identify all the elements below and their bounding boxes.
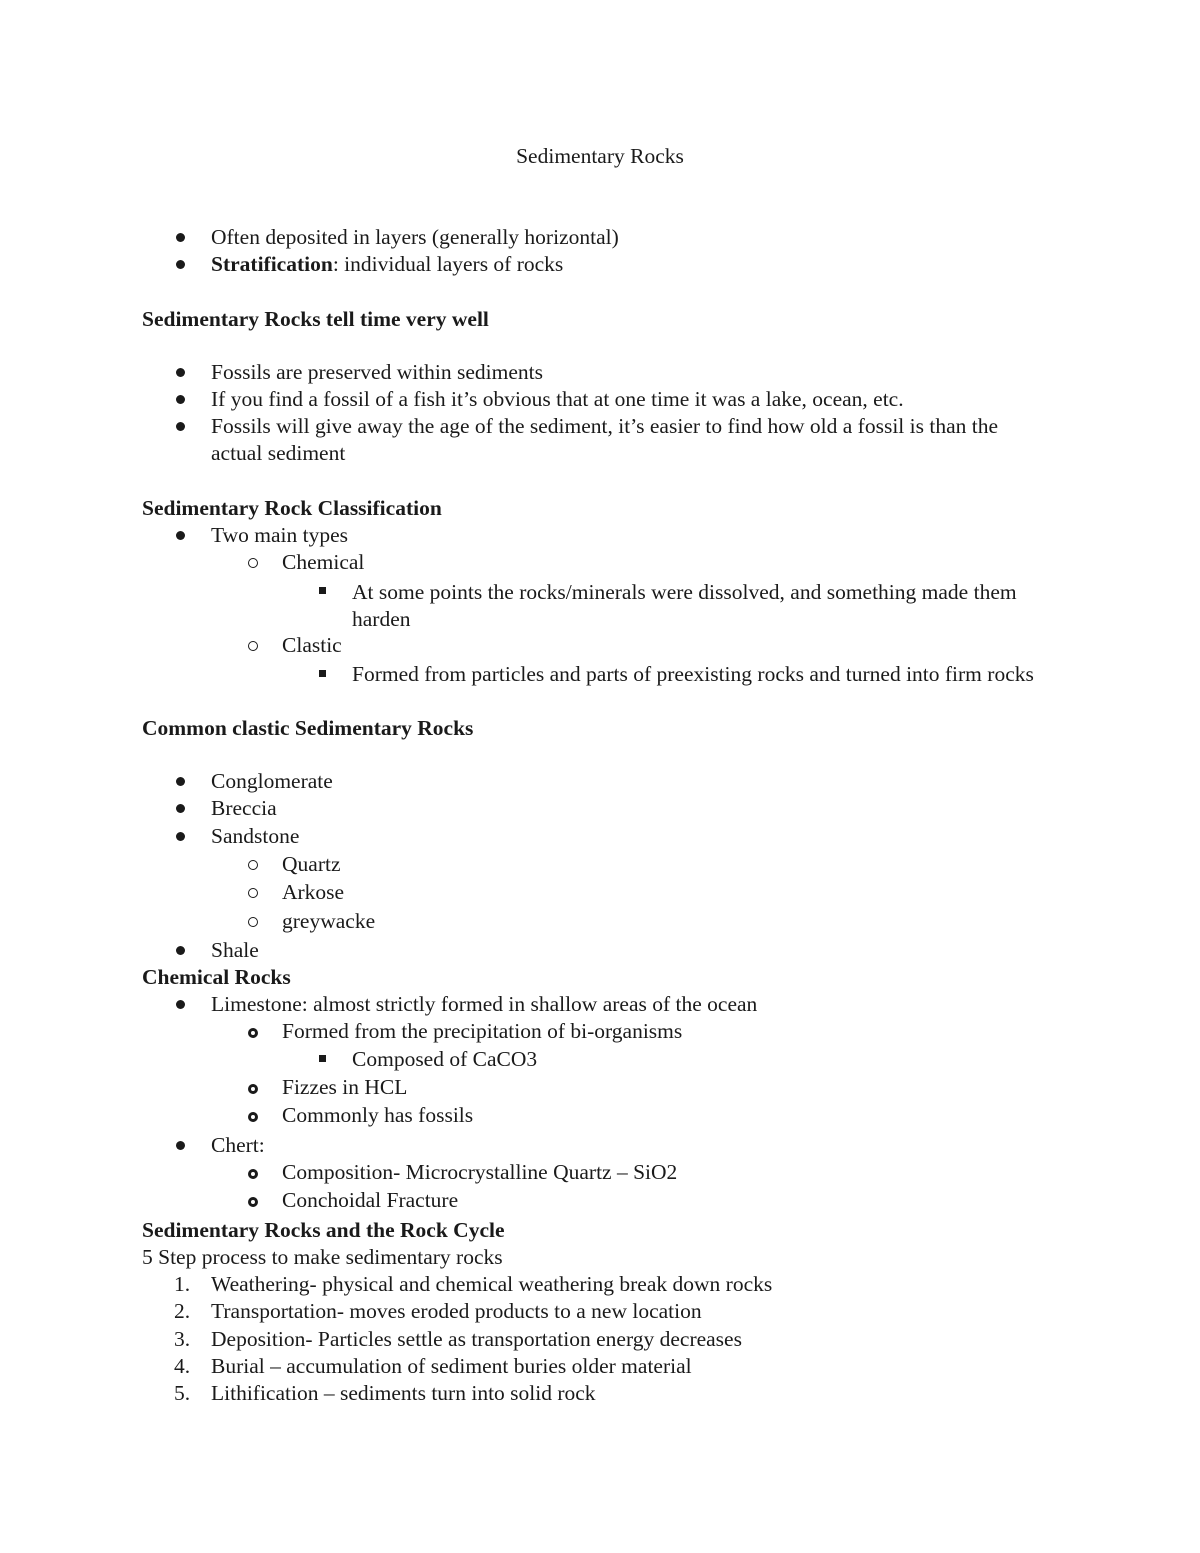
hollow-bullet-icon xyxy=(248,641,258,651)
stratification-term: Stratification xyxy=(211,252,333,276)
hollow-bullet-icon xyxy=(248,860,258,870)
bullet-icon xyxy=(176,395,185,404)
list-item: Fizzes in HCL xyxy=(282,1075,408,1099)
list-number: 1. xyxy=(174,1272,191,1296)
hollow-bullet-icon xyxy=(248,1084,258,1094)
section-heading: Sedimentary Rocks and the Rock Cycle xyxy=(142,1218,505,1242)
list-item xyxy=(211,251,1051,278)
list-item: Conglomerate xyxy=(211,769,333,793)
list-number: 3. xyxy=(174,1327,191,1351)
list-item: Transportation- moves eroded products to a new location xyxy=(211,1299,702,1323)
list-item: Clastic xyxy=(282,633,342,657)
section-heading: Common clastic Sedimentary Rocks xyxy=(142,716,474,740)
list-item: Breccia xyxy=(211,796,277,820)
list-item: Deposition- Particles settle as transportation energy decreases xyxy=(211,1327,742,1351)
bullet-icon xyxy=(176,777,185,786)
square-bullet-icon xyxy=(319,1055,326,1062)
list-item: Burial – accumulation of sediment buries older material xyxy=(211,1354,692,1378)
bullet-icon xyxy=(176,233,185,242)
bullet-icon xyxy=(176,832,185,841)
list-item: Formed from particles and parts of preexisting rocks and turned into firm rocks xyxy=(352,662,1034,686)
bullet-icon xyxy=(176,946,185,955)
section-heading: Chemical Rocks xyxy=(142,965,291,989)
list-item: Composition- Microcrystalline Quartz – SiO2 xyxy=(282,1160,678,1184)
list-item: Chert: xyxy=(211,1133,265,1157)
hollow-bullet-icon xyxy=(248,1112,258,1122)
page-title: Sedimentary Rocks xyxy=(516,144,684,168)
paragraph: 5 Step process to make sedimentary rocks xyxy=(142,1245,503,1269)
hollow-bullet-icon xyxy=(248,1028,258,1038)
bullet-icon xyxy=(176,1000,185,1009)
list-number: 2. xyxy=(174,1299,191,1323)
list-item: Sandstone xyxy=(211,824,300,848)
list-item: Quartz xyxy=(282,852,341,876)
list-item: Conchoidal Fracture xyxy=(282,1188,459,1212)
list-item: Fossils are preserved within sediments xyxy=(211,360,544,384)
hollow-bullet-icon xyxy=(248,1169,258,1179)
list-item: At some points the rocks/minerals were dissolved, and something made them harden xyxy=(352,580,1017,631)
list-item: Weathering- physical and chemical weathering break down rocks xyxy=(211,1272,773,1296)
square-bullet-icon xyxy=(319,587,326,594)
list-number: 4. xyxy=(174,1354,191,1378)
bullet-icon xyxy=(176,422,185,431)
bullet-icon xyxy=(176,531,185,540)
hollow-bullet-icon xyxy=(248,1197,258,1207)
list-item: Commonly has fossils xyxy=(282,1103,474,1127)
list-item: Arkose xyxy=(282,880,345,904)
bullet-icon xyxy=(176,1141,185,1150)
hollow-bullet-icon xyxy=(248,888,258,898)
section-heading: Sedimentary Rock Classification xyxy=(142,496,442,520)
list-item: Limestone: almost strictly formed in shallow areas of the ocean xyxy=(211,992,758,1016)
list-item: Lithification – sediments turn into solid rock xyxy=(211,1381,596,1405)
hollow-bullet-icon xyxy=(248,558,258,568)
bullet-icon xyxy=(176,804,185,813)
section-heading: Sedimentary Rocks tell time very well xyxy=(142,307,489,331)
list-item: Shale xyxy=(211,938,259,962)
hollow-bullet-icon xyxy=(248,917,258,927)
list-item: Two main types xyxy=(211,523,349,547)
list-item: Formed from the precipitation of bi-organisms xyxy=(282,1019,683,1043)
list-item: Chemical xyxy=(282,550,365,574)
bullet-icon xyxy=(176,368,185,377)
list-item: Composed of CaCO3 xyxy=(352,1047,538,1071)
list-item: Fossils will give away the age of the sediment, it’s easier to find how old a fossil is than the actual sediment xyxy=(211,414,999,465)
list-item: If you find a fossil of a fish it’s obvious that at one time it was a lake, ocean, etc. xyxy=(211,387,904,411)
bullet-icon xyxy=(176,260,185,269)
stratification-definition: : individual layers of rocks xyxy=(332,252,564,276)
list-item: greywacke xyxy=(282,909,376,933)
square-bullet-icon xyxy=(319,670,326,677)
list-item: Often deposited in layers (generally horizontal) xyxy=(211,225,619,249)
list-number: 5. xyxy=(174,1381,191,1405)
